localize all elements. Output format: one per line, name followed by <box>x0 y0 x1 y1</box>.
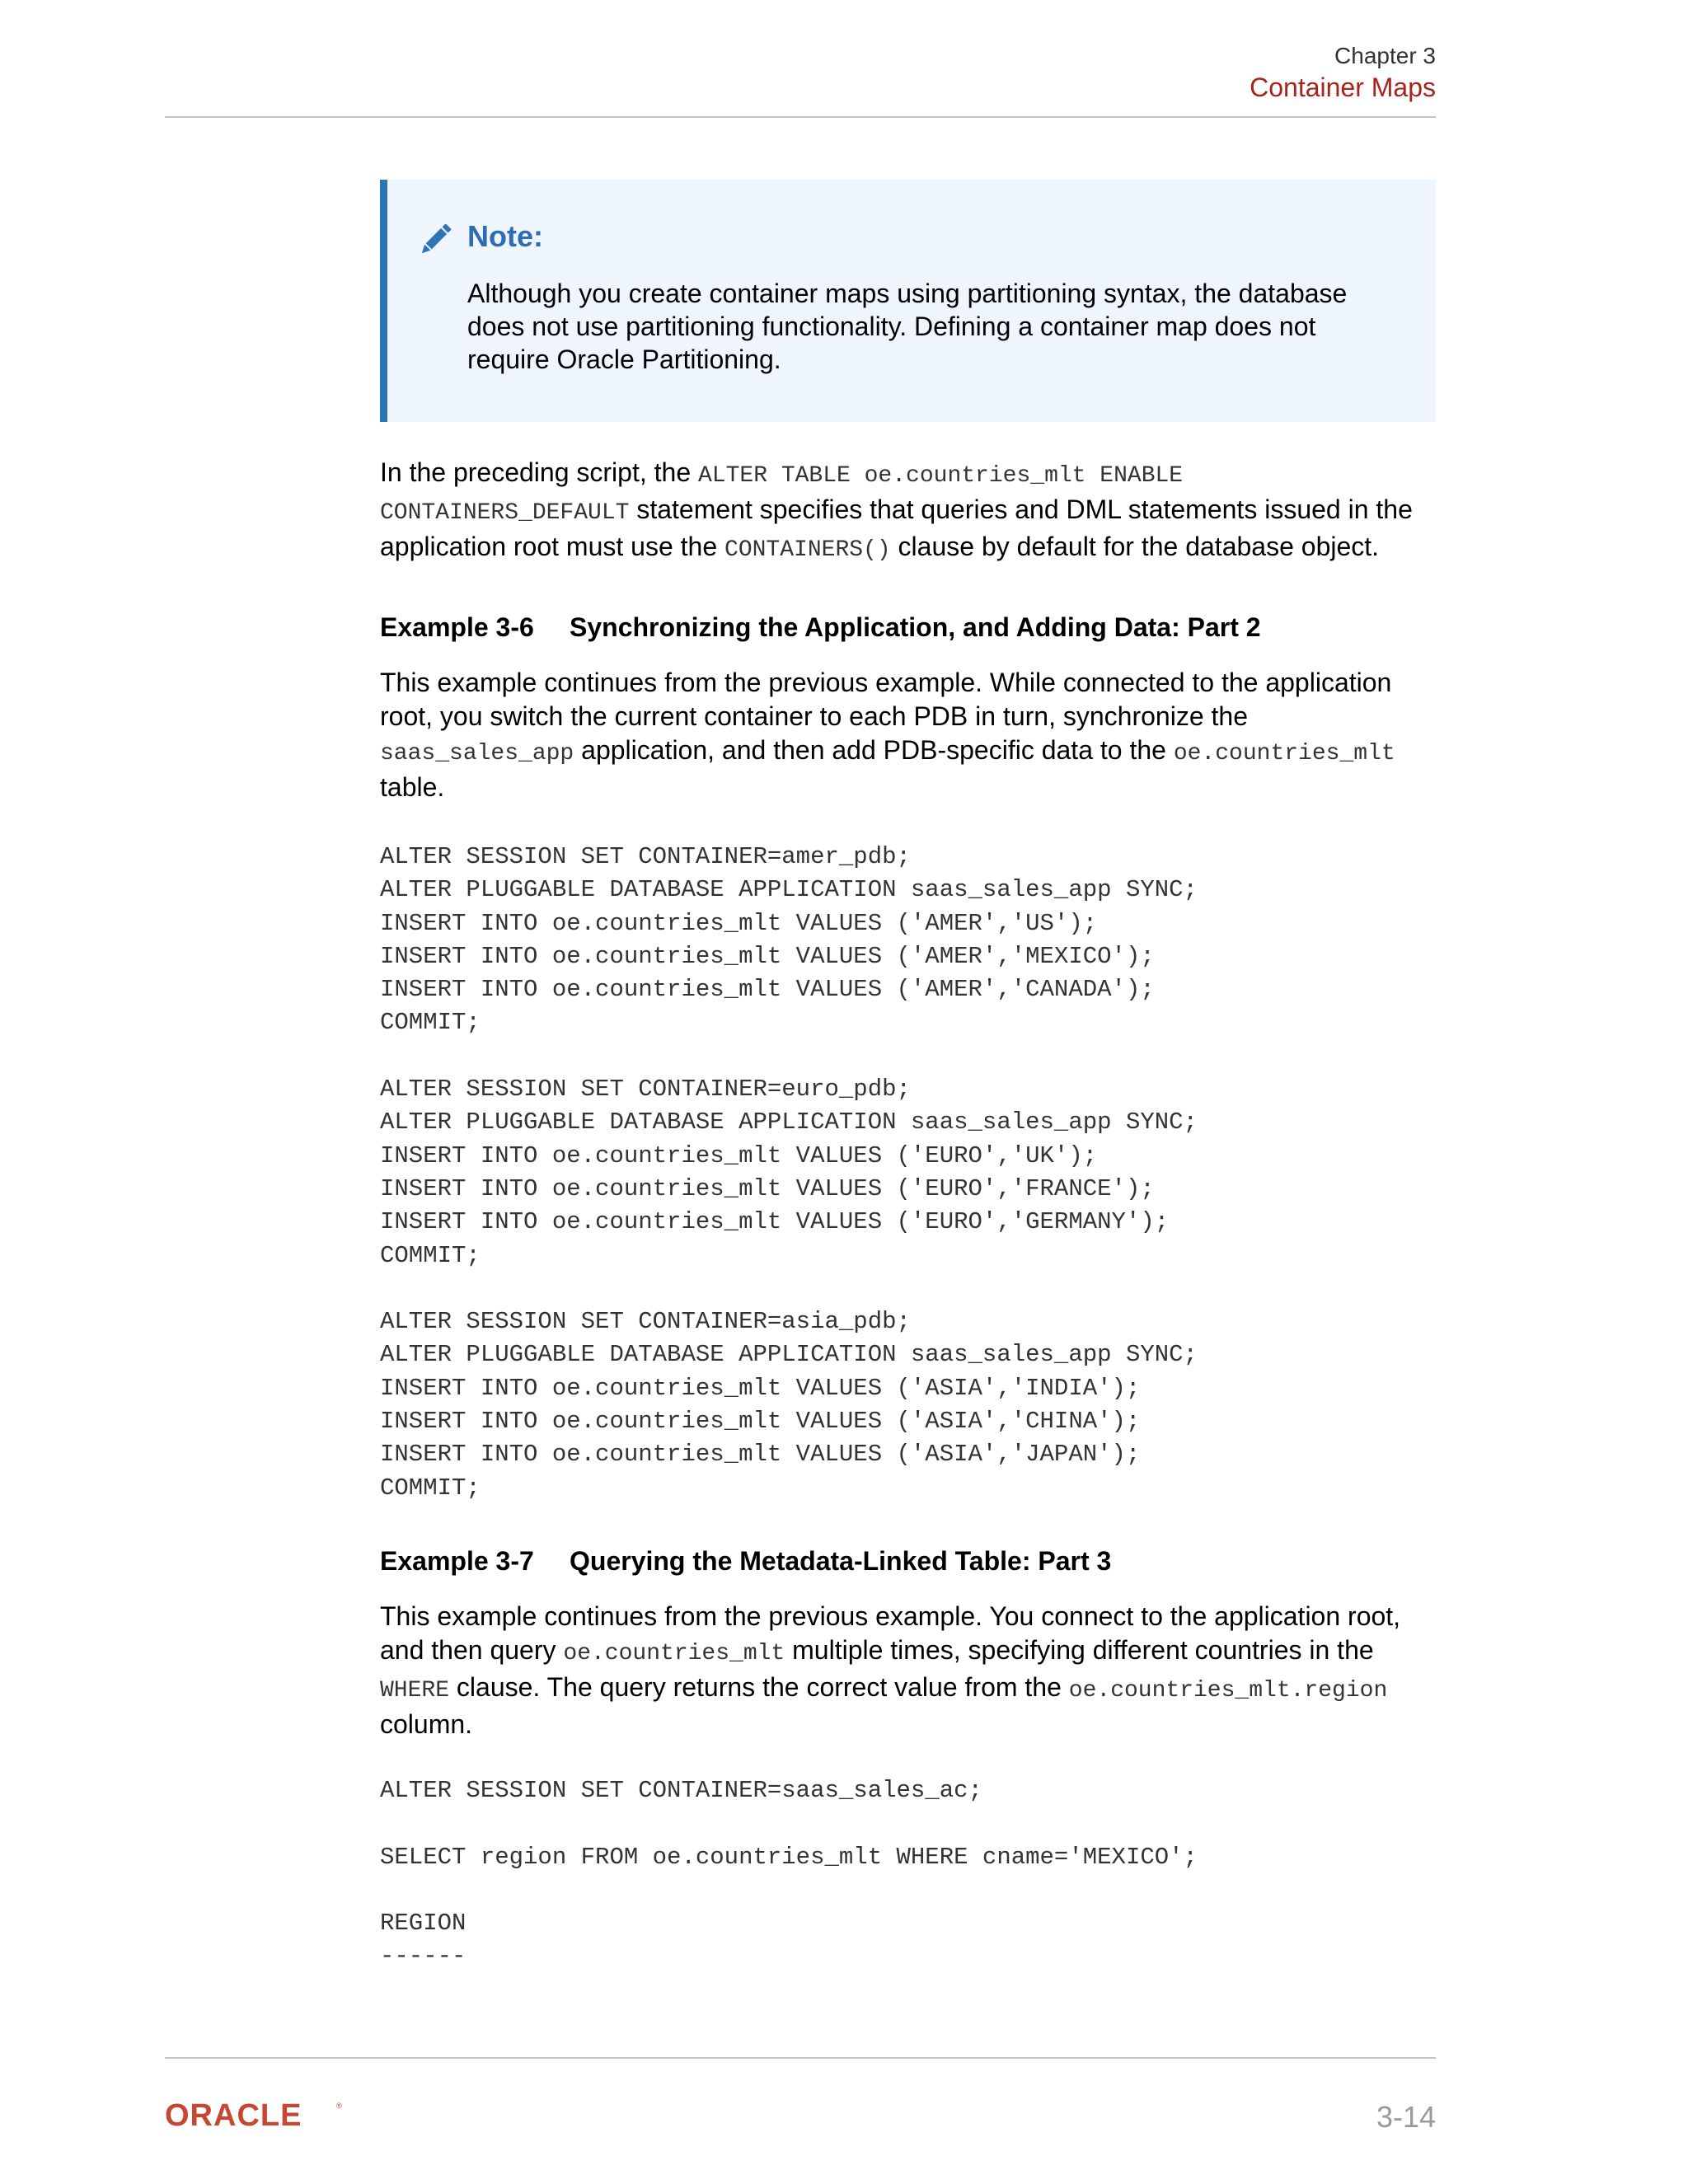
text-run: clause by default for the database object. <box>890 532 1380 561</box>
note-accent-bar <box>380 180 387 422</box>
text-run: In the preceding script, the <box>380 457 698 487</box>
example-description <box>380 666 1443 804</box>
inline-code: oe.countries_mlt <box>1173 741 1395 766</box>
example-title: Synchronizing the Application, and Adding Data: Part 2 <box>570 612 1261 642</box>
footer-divider <box>165 2057 1436 2059</box>
header-divider <box>165 116 1436 118</box>
pencil-icon <box>415 219 456 260</box>
chapter-label: Chapter 3 <box>1334 43 1436 68</box>
section-title: Container Maps <box>1250 73 1436 102</box>
note-title: Note: <box>467 219 543 253</box>
inline-code: saas_sales_app <box>380 741 574 766</box>
text-run: application, and then add PDB-specific data to the <box>574 735 1174 765</box>
logo-text: ORACLE <box>165 2100 302 2130</box>
svg-text:®: ® <box>336 2102 342 2110</box>
text-run: table. <box>380 772 445 802</box>
text-run: column. <box>380 1709 473 1739</box>
text-run: clause. The query returns the correct value from the <box>449 1672 1069 1702</box>
text-run: multiple times, specifying different countries in the <box>785 1635 1374 1665</box>
body-paragraph <box>380 456 1443 567</box>
code-block: ALTER SESSION SET CONTAINER=saas_sales_ac; SELECT region FROM oe.countries_mlt WHERE cname='MEXICO'; REGION ------ <box>380 1777 1198 1971</box>
text-run: statement specifies that queries and DML statements issued in the application root must use the <box>380 494 1413 561</box>
note-box <box>380 180 1436 422</box>
code-block: ALTER SESSION SET CONTAINER=amer_pdb; ALTER PLUGGABLE DATABASE APPLICATION saas_sales_app SYNC; INSERT INTO oe.countries_mlt VALUES ('AMER','US'); INSERT INTO oe.countries_mlt VALUES ('AMER','MEXICO'); INSERT INTO oe.countries_mlt VALUES ('AMER','CANADA'); COMMIT; ALTER SESSION SET CONTAINER=euro_pdb; ALTER PLUGGABLE DATABASE APPLICATION saas_sales_app SYNC; INSERT INTO oe.countries_mlt VALUES ('EURO','UK'); INSERT INTO oe.countries_mlt VALUES ('EURO','FRANCE'); INSERT INTO oe.countries_mlt VALUES ('EURO','GERMANY'); COMMIT; ALTER SESSION SET CONTAINER=asia_pdb; ALTER PLUGGABLE DATABASE APPLICATION saas_sales_app SYNC; INSERT INTO oe.countries_mlt VALUES ('ASIA','INDIA'); INSERT INTO oe.countries_mlt VALUES ('ASIA','CHINA'); INSERT INTO oe.countries_mlt VALUES ('ASIA','JAPAN'); COMMIT; <box>380 843 1198 1502</box>
text-run: This example continues from the previous example. You connect to the application root, and then query <box>380 1601 1401 1665</box>
example-number: Example 3-7 <box>380 1546 534 1576</box>
example-title: Querying the Metadata-Linked Table: Part 3 <box>570 1546 1112 1576</box>
text-run: This example continues from the previous example. While connected to the application root, you switch the current container to each PDB in turn, synchronize the <box>380 668 1392 731</box>
example-heading <box>380 1546 1111 1577</box>
page-number: 3-14 <box>1376 2100 1436 2134</box>
example-number: Example 3-6 <box>380 612 534 642</box>
oracle-logo <box>165 2100 346 2130</box>
inline-code: WHERE <box>380 1678 450 1704</box>
note-text: Although you create container maps using partitioning syntax, the database does not use partitioning functionality. Defining a container map does not require Oracle Partitioning. <box>467 279 1348 374</box>
inline-code: CONTAINERS() <box>724 537 891 563</box>
example-heading <box>380 612 1261 643</box>
inline-code: oe.countries_mlt <box>563 1641 785 1666</box>
inline-code: ALTER TABLE oe.countries_mlt ENABLE CONTAINERS_DEFAULT <box>380 463 1184 526</box>
inline-code: oe.countries_mlt.region <box>1068 1678 1388 1704</box>
example-description <box>380 1600 1443 1741</box>
